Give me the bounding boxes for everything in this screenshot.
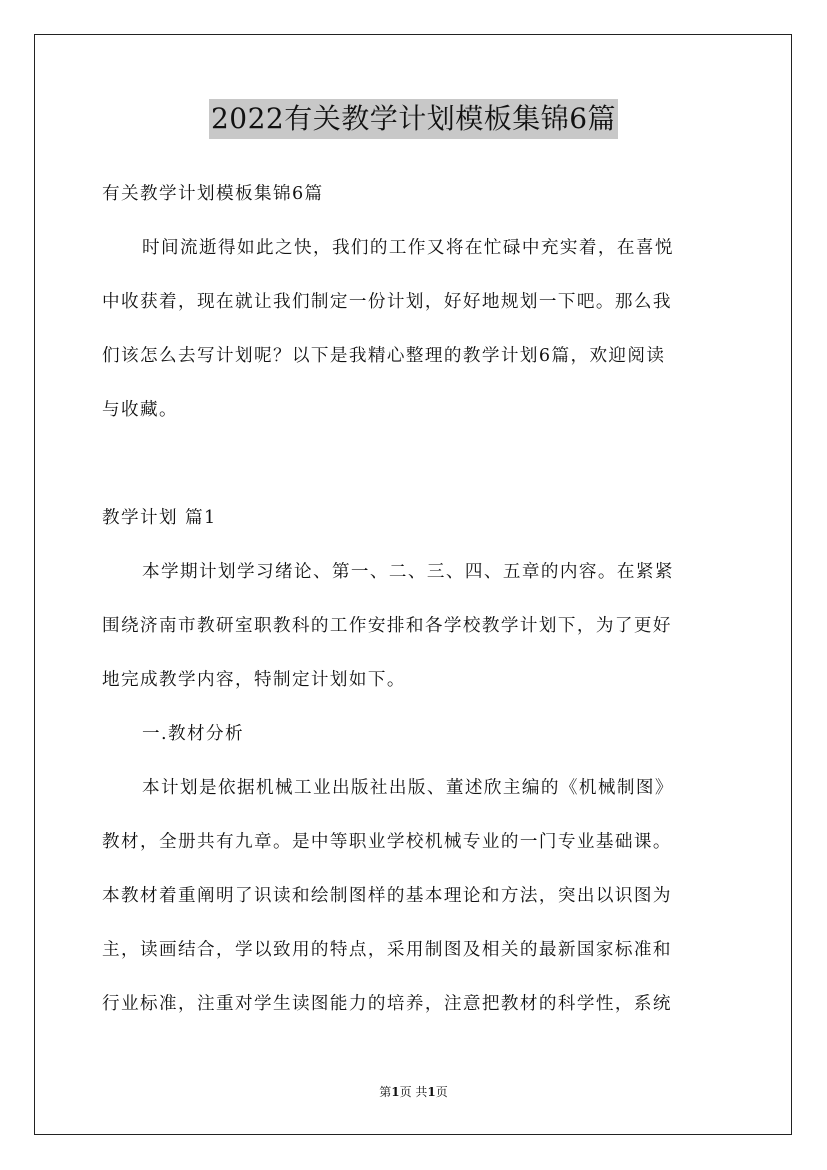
paragraph-line: 与收藏。 [102, 400, 178, 420]
paragraph-line: 们该怎么去写计划呢？以下是我精心整理的教学计划6篇，欢迎阅读 [102, 346, 666, 366]
paragraph-line: 主，读画结合，学以致用的特点，采用制图及相关的最新国家标准和 [102, 940, 672, 960]
paragraph-line: 地完成教学内容，特制定计划如下。 [102, 670, 406, 690]
paragraph-line: 本教材着重阐明了识读和绘制图样的基本理论和方法，突出以识图为 [102, 886, 672, 906]
footer-total-pages: 1 [427, 1085, 436, 1099]
section-heading: 教学计划 篇1 [102, 508, 217, 528]
paragraph-line: 本学期计划学习绪论、第一、二、三、四、五章的内容。在紧紧 [142, 562, 674, 582]
paragraph-line: 行业标准，注重对学生读图能力的培养，注意把教材的科学性，系统 [102, 994, 672, 1014]
paragraph-line: 时间流逝得如此之快，我们的工作又将在忙碌中充实着，在喜悦 [142, 238, 674, 258]
page-footer [0, 1083, 827, 1101]
paragraph-line: 中收获着，现在就让我们制定一份计划，好好地规划一下吧。那么我 [102, 292, 672, 312]
subtitle-line: 有关教学计划模板集锦6篇 [102, 184, 324, 204]
title-container [0, 99, 827, 139]
footer-prefix: 第 [379, 1085, 392, 1099]
paragraph-line: 教材，全册共有九章。是中等职业学校机械专业的一门专业基础课。 [102, 832, 672, 852]
footer-mid: 页 共 [399, 1085, 428, 1099]
paragraph-line: 本计划是依据机械工业出版社出版、董述欣主编的《机械制图》 [142, 778, 674, 798]
footer-suffix: 页 [435, 1085, 448, 1099]
document-title: 2022有关教学计划模板集锦6篇 [209, 99, 618, 139]
paragraph-line: 围绕济南市教研室职教科的工作安排和各学校教学计划下，为了更好 [102, 616, 672, 636]
subsection-heading: 一.教材分析 [142, 724, 244, 744]
footer-page-number: 1 [391, 1085, 400, 1099]
